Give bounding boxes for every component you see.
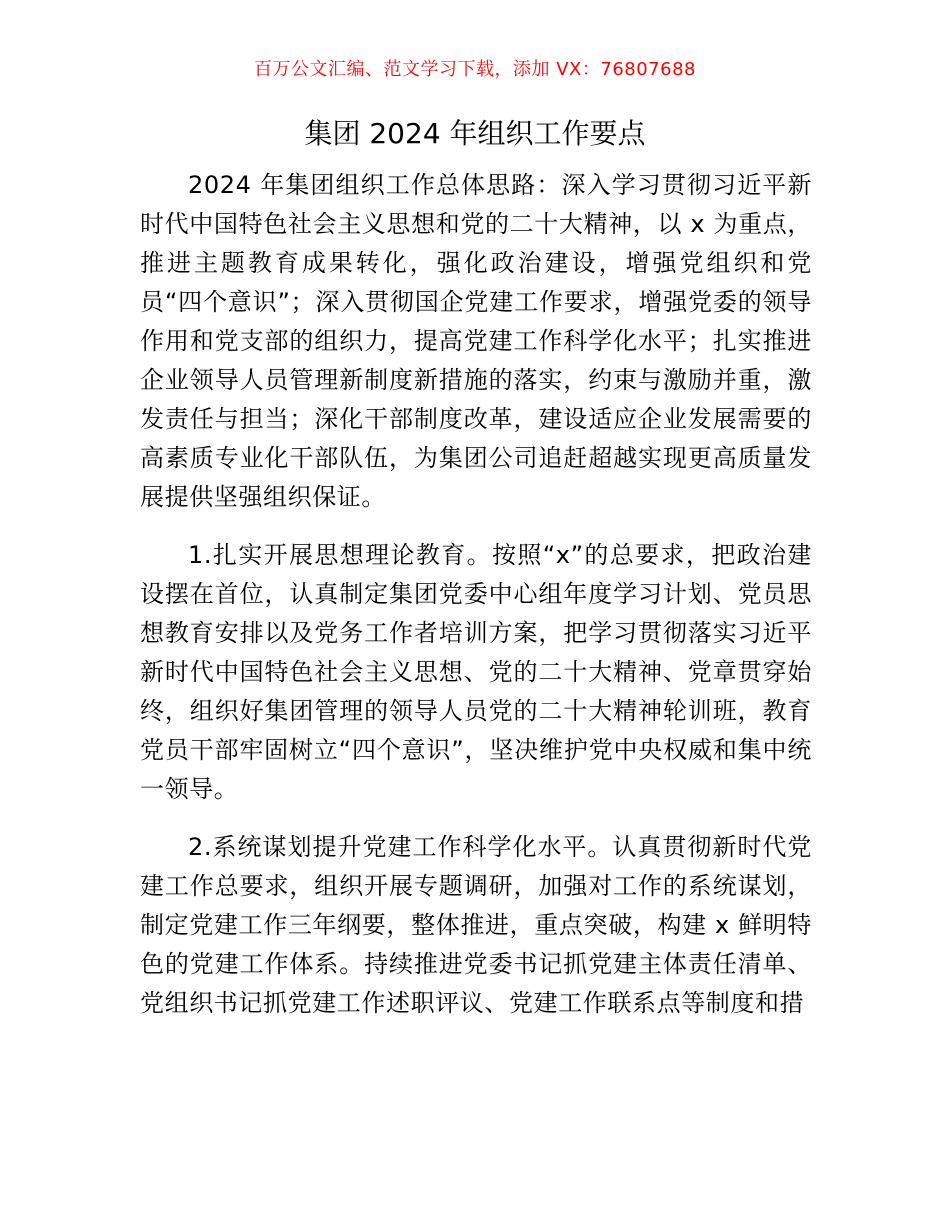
document-body (140, 166, 812, 1023)
header-note: 百万公文汇编、范文学习下载，添加 VX：76807688 (254, 59, 696, 80)
document-title: 集团 2024 年组织工作要点 (304, 117, 646, 150)
paragraph-overview: 2024 年集团组织工作总体思路：深入学习贯彻习近平新时代中国特色社会主义思想和党的二十大精神，以 x 为重点，推进主题教育成果转化，强化政治建设，增强党组织和党员“四个意识”；深入贯彻国企党建工作要求，增强党委的领导作用和党支部的组织力，提高党建工作科学化水平；扎实推进企业领导人员管理新制度新措施的落实，约束与激励并重，激发责任与担当；深化干部制度改革，建设适应企业发展需要的高素质专业化干部队伍，为集团公司追赶超越实现更高质量发展提供坚强组织保证。 (140, 171, 812, 511)
paragraph-item-1: 1.扎实开展思想理论教育。按照“x”的总要求，把政治建设摆在首位，认真制定集团党委中心组年度学习计划、党员思想教育安排以及党务工作者培训方案，把学习贯彻落实习近平新时代中国特色社会主义思想、党的二十大精神、党章贯穿始终，组织好集团管理的领导人员党的二十大精神轮训班，教育党员干部牢固树立“四个意识”，坚决维护党中央权威和集中统一领导。 (140, 541, 812, 803)
paragraph-item-2: 2.系统谋划提升党建工作科学化水平。认真贯彻新时代党建工作总要求，组织开展专题调研，加强对工作的系统谋划，制定党建工作三年纲要，整体推进，重点突破，构建 x 鲜明特色的党建工作体系。持续推进党委书记抓党建主体责任清单、党组织书记抓党建工作述职评议、党建工作联系点等制度和措 (140, 833, 812, 1017)
